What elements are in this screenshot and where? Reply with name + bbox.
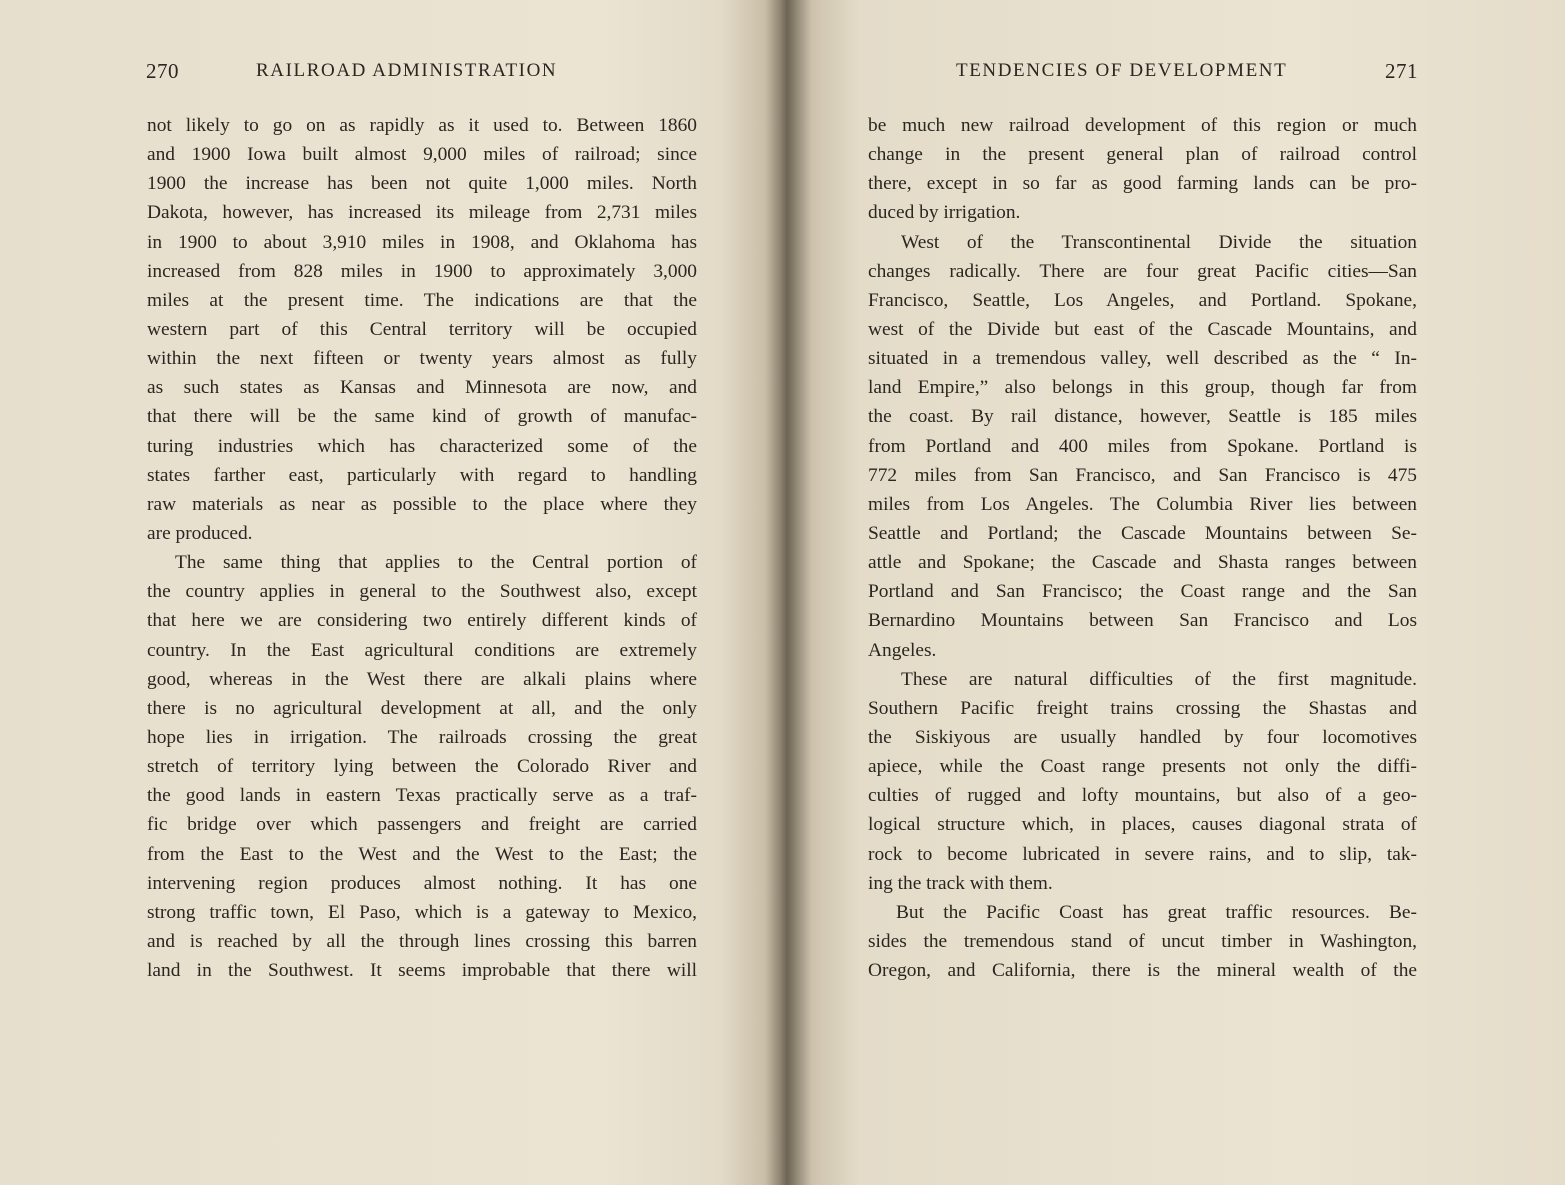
text-line: and is reached by all the through lines crossing this barren	[147, 930, 697, 952]
text-line: strong traffic town, El Paso, which is a gateway to Mexico,	[147, 901, 697, 923]
right-running-title: TENDENCIES OF DEVELOPMENT	[956, 60, 1288, 81]
text-line: These are natural difficulties of the first magnitude.	[901, 668, 1417, 690]
left-page-body	[147, 111, 697, 985]
text-line: changes radically. There are four great Pacific cities—San	[868, 260, 1417, 282]
text-line: the good lands in eastern Texas practically serve as a traf-	[147, 785, 697, 807]
text-line: Francisco, Seattle, Los Angeles, and Portland. Spokane,	[868, 289, 1417, 311]
text-line: land Empire,” also belongs in this group, though far from	[868, 377, 1417, 399]
left-page-number: 270	[146, 59, 179, 83]
text-line: West of the Transcontinental Divide the situation	[901, 231, 1417, 253]
text-line: land in the Southwest. It seems improbable that there will	[147, 960, 697, 982]
text-line: logical structure which, in places, causes diagonal strata of	[868, 814, 1417, 836]
text-line: stretch of territory lying between the Colorado River and	[147, 756, 697, 778]
text-line: raw materials as near as possible to the place where they	[147, 493, 697, 515]
text-line: Bernardino Mountains between San Francisco and Los	[868, 610, 1417, 632]
text-line: the Siskiyous are usually handled by four locomotives	[868, 726, 1417, 748]
text-line: there is no agricultural development at all, and the only	[147, 697, 697, 719]
text-line: from the East to the West and the West to the East; the	[147, 843, 697, 865]
text-line: increased from 828 miles in 1900 to approximately 3,000	[147, 260, 697, 282]
text-line: Southern Pacific freight trains crossing the Shastas and	[868, 697, 1417, 719]
text-line: culties of rugged and lofty mountains, but also of a geo-	[868, 785, 1417, 807]
text-line: there, except in so far as good farming lands can be pro-	[868, 173, 1417, 195]
text-line: duced by irrigation.	[868, 202, 1021, 224]
text-line: 772 miles from San Francisco, and San Francisco is 475	[868, 464, 1417, 486]
text-line: miles from Los Angeles. The Columbia River lies between	[868, 493, 1417, 515]
text-line: within the next fifteen or twenty years almost as fully	[147, 348, 697, 370]
text-line: fic bridge over which passengers and freight are carried	[147, 814, 697, 836]
text-line: from Portland and 400 miles from Spokane. Portland is	[868, 435, 1417, 457]
text-line: west of the Divide but east of the Cascade Mountains, and	[868, 318, 1417, 340]
text-line: attle and Spokane; the Cascade and Shasta ranges between	[868, 552, 1417, 574]
text-line: states farther east, particularly with regard to handling	[147, 464, 697, 486]
text-line: Angeles.	[868, 639, 937, 661]
text-line: ing the track with them.	[868, 872, 1053, 894]
text-line: in 1900 to about 3,910 miles in 1908, and Oklahoma has	[147, 231, 697, 253]
text-line: the country applies in general to the Southwest also, except	[147, 581, 697, 603]
right-page-number: 271	[1385, 59, 1418, 83]
right-page	[790, 0, 1565, 1185]
text-line: and 1900 Iowa built almost 9,000 miles of railroad; since	[147, 144, 697, 166]
text-line: Oregon, and California, there is the mineral wealth of the	[868, 960, 1417, 982]
left-page	[0, 0, 780, 1185]
text-line: intervening region produces almost nothing. It has one	[147, 872, 697, 894]
text-line: sides the tremendous stand of uncut timber in Washington,	[868, 930, 1417, 952]
text-line: be much new railroad development of this region or much	[868, 115, 1417, 136]
text-line: hope lies in irrigation. The railroads crossing the great	[147, 726, 697, 748]
text-line: miles at the present time. The indications are that the	[147, 289, 697, 311]
text-line: But the Pacific Coast has great traffic resources. Be-	[896, 901, 1417, 923]
text-line: western part of this Central territory will be occupied	[147, 318, 697, 340]
text-line: The same thing that applies to the Central portion of	[175, 552, 697, 574]
text-line: that there will be the same kind of growth of manufac-	[147, 406, 697, 428]
text-line: Seattle and Portland; the Cascade Mountains between Se-	[868, 522, 1417, 544]
right-page-body	[868, 111, 1417, 985]
left-running-title: RAILROAD ADMINISTRATION	[256, 60, 558, 81]
text-line: turing industries which has characterized some of the	[147, 435, 697, 457]
text-line: apiece, while the Coast range presents not only the diffi-	[868, 756, 1417, 778]
text-line: good, whereas in the West there are alkali plains where	[147, 668, 697, 690]
text-line: as such states as Kansas and Minnesota are now, and	[147, 377, 697, 399]
text-line: that here we are considering two entirely different kinds of	[147, 610, 697, 632]
text-line: 1900 the increase has been not quite 1,000 miles. North	[147, 173, 697, 195]
text-line: the coast. By rail distance, however, Seattle is 185 miles	[868, 406, 1417, 428]
text-line: change in the present general plan of railroad control	[868, 144, 1417, 166]
text-line: Dakota, however, has increased its mileage from 2,731 miles	[147, 202, 697, 224]
text-line: are produced.	[147, 522, 253, 544]
text-line: rock to become lubricated in severe rains, and to slip, tak-	[868, 843, 1417, 865]
text-line: country. In the East agricultural conditions are extremely	[147, 639, 697, 661]
text-line: Portland and San Francisco; the Coast range and the San	[868, 581, 1417, 603]
text-line: situated in a tremendous valley, well described as the “ In-	[868, 348, 1417, 370]
text-line: not likely to go on as rapidly as it used to. Between 1860	[147, 115, 697, 136]
